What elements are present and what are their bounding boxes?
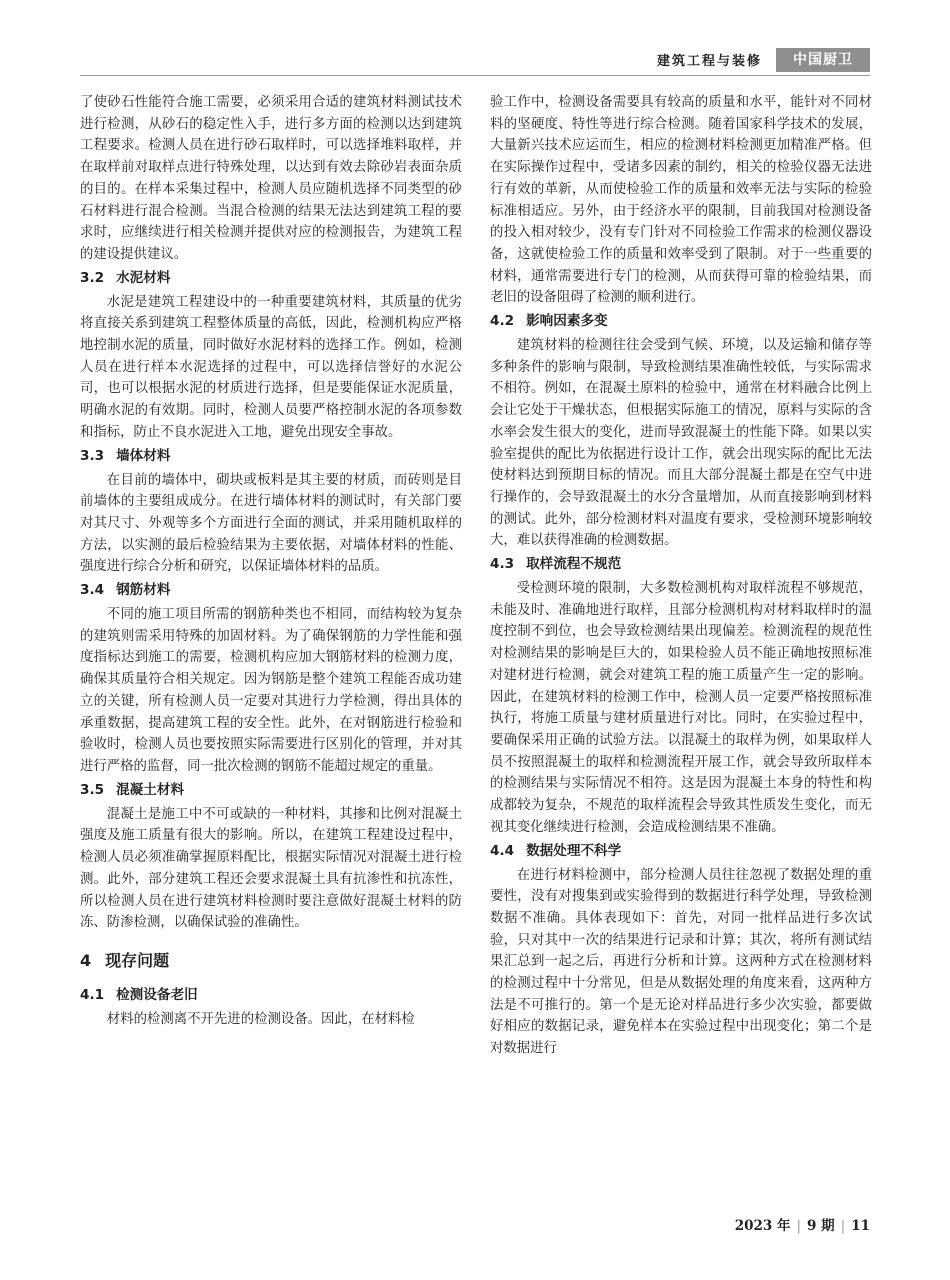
section-number: 3.5 (80, 781, 105, 798)
footer-issue: 9 期 (807, 1218, 835, 1234)
paragraph-data-processing: 在进行材料检测中，部分检测人员往往忽视了数据处理的重要性，没有对搜集到或实验得到的数据进行科学处理，导致检测数据不准确。具体表现如下：首先，对同一批样品进行多次试验，只对其中一次的结果进行记录和计算；其次，将所有测试结果汇总到一起之后，再进行分析和计算。这两种方式在检测材料的检测过程中十分常见，但是从数据处理的角度来看，这两种方法是不可推行的。第一个是无论对样品进行多少次实验，都要做好相应的数据记录，避免样本在实验过程中出现变化；第二个是对数据进行 (490, 867, 872, 1057)
section-number: 4.1 (80, 986, 105, 1003)
journal-brand-badge: 中国厨卫 (776, 48, 870, 72)
section-number: 4.3 (490, 556, 515, 573)
section-title: 取样流程不规范 (526, 556, 622, 573)
paragraph-equipment-start: 材料的检测离不开先进的检测设备。因此，在材料检 (106, 1011, 415, 1027)
chapter-title: 现存问题 (105, 950, 170, 970)
paragraph-sand-continued: 了使砂石性能符合施工需要，必须采用合适的建筑材料测试技术进行检测，从砂石的稳定性入手，进行多方面的检测以达到建筑工程要求。检测人员在进行砂石取样时，可以选择堆料取样，并在取样前对取样点进行特殊处理，以达到有效去除砂岩表面杂质的目的。在样本采集过程中，检测人员应随机选择不同类型的砂石材料进行混合检测。当混合检测的结果无法达到建筑工程的要求时，应继续进行相关检测并提供对应的检测报告，为建筑工程的建设提供建议。 (80, 95, 462, 262)
section-title: 混凝土材料 (116, 781, 185, 798)
chapter-heading-4 (80, 950, 462, 972)
page-header (0, 48, 950, 72)
paragraph-cement: 水泥是建筑工程建设中的一种重要建筑材料，其质量的优劣将直接关系到建筑工程整体质量的高低，因此，检测机构应严格地控制水泥的质量，同时做好水泥材料的选择工作。例如，检测人员在进行样本水泥选择的过程中，可以选择信誉好的水泥公司，也可以根据水泥的材质进行选择，但是要能保证水泥质量，明确水泥的有效期。同时，检测人员要严格控制水泥的各项参数和指标，防止不良水泥进入工地，避免出现安全事故。 (80, 294, 462, 440)
right-column (490, 92, 872, 1060)
section-title: 水泥材料 (116, 269, 171, 286)
section-number: 3.4 (80, 582, 105, 599)
footer-year: 2023 年 (734, 1218, 791, 1234)
section-number: 3.3 (80, 447, 105, 464)
section-heading-3-5 (80, 781, 462, 800)
section-number: 4.2 (490, 313, 515, 330)
section-heading-4-3 (490, 555, 872, 574)
section-heading-3-3 (80, 447, 462, 466)
paragraph-concrete: 混凝土是施工中不可或缺的一种材料，其掺和比例对混凝土强度及施工质量有很大的影响。所以，在建筑工程建设过程中，检测人员必须准确掌握原料配比，根据实际情况对混凝土进行检测。此外，部分建筑工程还会要求混凝土具有抗渗性和抗冻性，所以检测人员在进行建筑材料检测时要注意做好混凝土材料的防冻、防渗检测，以确保试验的准确性。 (80, 806, 462, 931)
footer-separator: | (840, 1218, 846, 1234)
paragraph-equipment-continued: 验工作中，检测设备需要具有较高的质量和水平，能针对不同材料的坚硬度、特性等进行综合检测。随着国家科学技术的发展，大量新兴技术应运而生，相应的检测材料检测更加精准严格。但在实际操作过程中，受诸多因素的制约，相关的检验仪器无法进行有效的革新，从而使检验工作的质量和效率无法与实际的检验标准相适应。另外，由于经济水平的限制，目前我国对检测设备的投入相对较少，没有专门针对不同检验工作需求的检测仪器设备，这就使检验工作的质量和效率受到了限制。对于一些重要的材料，通常需要进行专门的检测，从而获得可靠的检验结果，而老旧的设备阻碍了检测的顺利进行。 (490, 95, 872, 306)
section-title: 检测设备老旧 (116, 986, 198, 1003)
paragraph-sampling-process: 受检测环境的限制，大多数检测机构对取样流程不够规范，未能及时、准确地进行取样，且部分检测机构对材料取样时的温度控制不到位，也会导致检测结果出现偏差。检测流程的规范性对检测结果的影响是巨大的，如果检验人员不能正确地按照标准对建材进行检测，就会对建筑工程的施工质量产生一定的影响。因此，在建筑材料的检测工作中，检测人员一定要严格按照标准执行，将施工质量与建材质量进行对比。同时，在实验过程中，要确保采用正确的试验方法。以混凝土的取样为例，如果取样人员不按照混凝土的取样和检测流程开展工作，就会导致所取样本的检测结果与实际情况不相符。这是因为混凝土本身的特性和构成都较为复杂，不规范的取样流程会导致其性质发生变化，而无视其变化继续进行检测，会造成检测结果不准确。 (490, 581, 872, 835)
section-title: 数据处理不科学 (526, 842, 622, 859)
paragraph-wall-materials: 在目前的墙体中，砌块或板料是其主要的材质，而砖则是目前墙体的主要组成成分。在进行墙体材料的测试时，有关部门要对其尺寸、外观等多个方面进行全面的测试，并采用随机取样的方法，以实测的最后检验结果为主要依据，对墙体材料的性能、强度进行综合分析和研究，以保证墙体材料的品质。 (80, 472, 462, 575)
section-heading-3-2 (80, 269, 462, 288)
section-title: 影响因素多变 (526, 313, 608, 330)
paragraph-steel-rebar: 不同的施工项目所需的钢筋种类也不相同，而结构较为复杂的建筑则需采用特殊的加固材料。为了确保钢筋的力学性能和强度指标达到施工的需要，检测机构应加大钢筋材料的检测力度，确保其质量符合相关规定。因为钢筋是整个建筑工程能否成功建立的关键，所有检测人员一定要对其进行力学检测，得出具体的承重数据，提高建筑工程的安全性。此外，在对钢筋进行检验和验收时，检测人员也要按照实际需要进行区别化的管理，并对其进行严格的监督，同一批次检测的钢筋不能超过规定的重量。 (80, 607, 462, 774)
chapter-number: 4 (80, 950, 92, 970)
page-number: 11 (851, 1218, 870, 1234)
section-heading-4-1 (80, 986, 462, 1005)
section-heading-3-4 (80, 581, 462, 600)
section-number: 4.4 (490, 842, 515, 859)
left-column (80, 92, 462, 1031)
section-title: 墙体材料 (116, 447, 171, 464)
footer-separator: | (796, 1218, 802, 1234)
page-footer (735, 1214, 870, 1234)
section-heading-4-4 (490, 842, 872, 861)
section-number: 3.2 (80, 269, 105, 286)
section-heading-4-2 (490, 312, 872, 331)
paragraph-influencing-factors: 建筑材料的检测往往会受到气候、环境，以及运输和储存等多种条件的影响与限制，导致检测结果准确性较低，与实际需求不相符。例如，在混凝土原料的检验中，通常在材料融合比例上会让它处于干燥状态，但根据实际施工的情况，原料与实际的含水率会发生很大的变化，进而导致混凝土的性能下降。如果以实验室提供的配比为依据进行设计工作，就会出现实际的配比无法使材料达到预期目标的情况。而且大部分混凝土都是在空气中进行操作的，会导致混凝土的水分含量增加，从而直接影响到材料的测试。此外，部分检测材料对温度有要求，受检测环境影响较大，难以获得准确的检测数据。 (490, 338, 872, 549)
section-title: 钢筋材料 (116, 582, 171, 599)
header-divider (80, 75, 870, 76)
magazine-section-title: 建筑工程与装修 (656, 54, 762, 69)
